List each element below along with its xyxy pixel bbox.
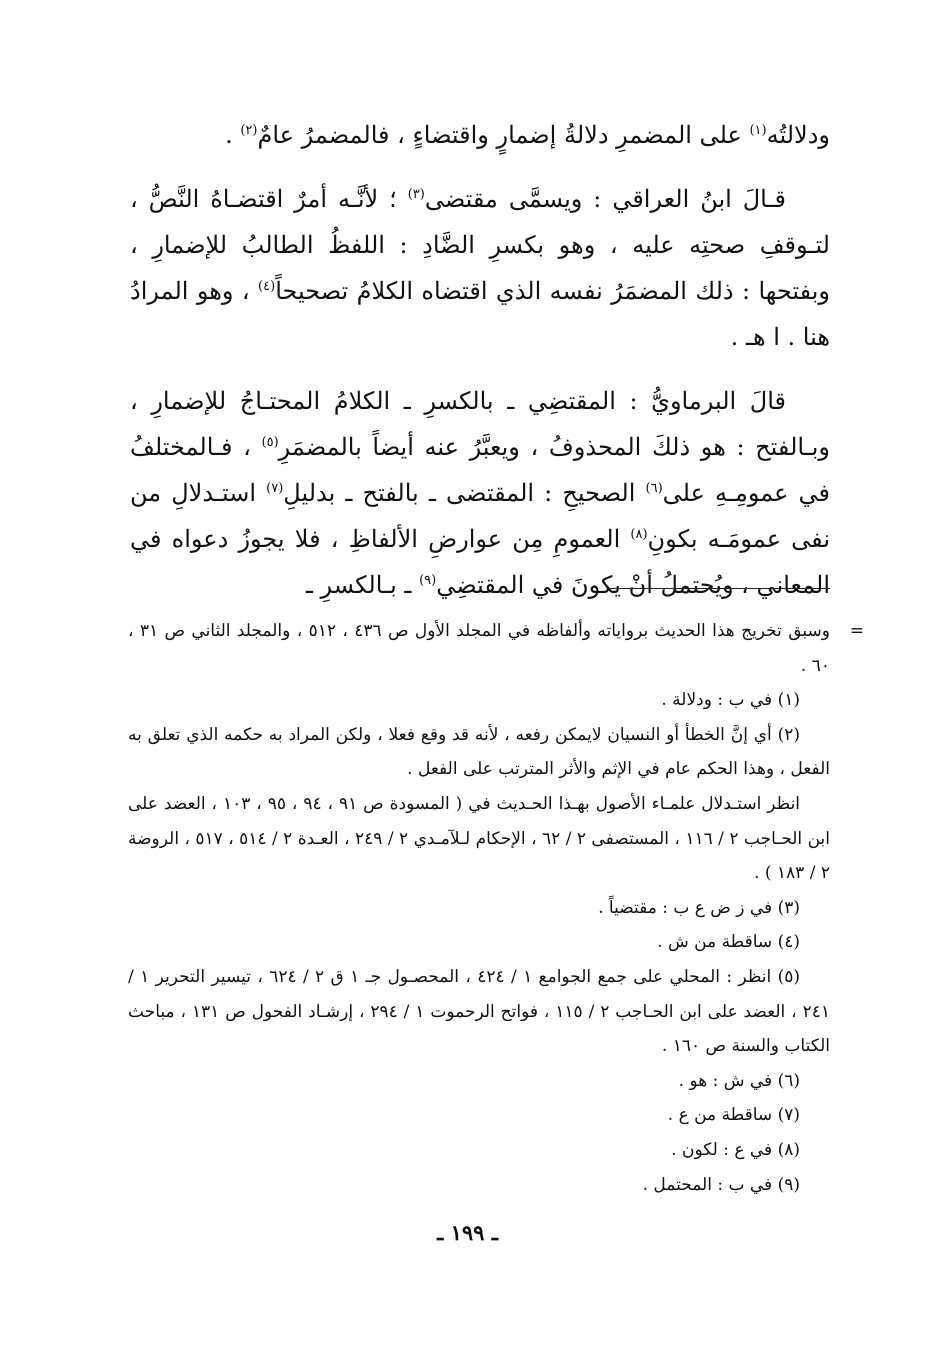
footnote-text: وسبق تخريج هذا الحديث برواياته وألفاظه في المجلد الأول ص ٤٣٦ ، ٥١٢ ، والمجلد الثاني ص ٣١ ، ٦٠ . xyxy=(128,621,831,676)
text-run: ، فـالمختلفُ في عمومِـهِ على xyxy=(130,433,831,507)
text-run: ؛ لأنَّـه أمرٌ اقتضـاهُ النَّصُّ ، لتـوقفِ صحتِه عليه ، وهو بكسرِ الضَّادِ : اللفظُ الطالبُ للإضمارِ ، وبفتحها : ذلك المضمَرُ نفسه الذي اقتضاه الكلامُ تصحيحاً xyxy=(130,185,830,305)
text-run: العمومِ مِن عوارضِ الألفاظِ ، فلا يجوزُ دعواه في المعاني ، ويُحتملُ أنْ يكونَ في المقتضِي xyxy=(130,525,830,599)
footnote-separator xyxy=(608,588,830,589)
footnote-4: (٤) ساقطة من ش . xyxy=(657,932,800,953)
footnote-2: (٢) أي إنَّ الخطأ أو النسيان لايمكن رفعه ، لأنه قد وقع فعلا ، ولكن المراد به حكمه الذي تعلق به الفعل ، وهذا الحكم عام في الإثم والأثر المترتب على الفعل . xyxy=(128,724,830,780)
paragraph-2 xyxy=(130,176,830,360)
text-run: الصحيحِ : المقتضى ـ بالفتح ـ بدليلِ xyxy=(283,479,646,507)
footnote-8: (٨) في ع : لكون . xyxy=(671,1139,800,1160)
footnote-ref-1[interactable]: (١) xyxy=(749,123,767,138)
text-run: على المضمرِ دلالةُ إضمارٍ واقتضاءٍ ، فالمضمرُ عامٌ xyxy=(257,121,750,149)
paragraph-3 xyxy=(130,378,830,608)
footnote-5: (٥) انظر : المحلي على جمع الجوامع ١ / ٤٢٤ ، المحصـول جـ ١ ق ٢ / ٦٢٤ ، تيسير التحرير ١ / ٢٤١ ، العضد على ابن الحـاجب ٢ / ١١٥ ، فواتح الرحموت ١ / ٢٩٤ ، إرشـاد الفحول ص ١٣١ ، مباحث الكتاب والسنة ص ١٦٠ . xyxy=(128,966,830,1057)
footnote-ref-6[interactable]: (٦) xyxy=(645,481,663,496)
footnote-1: (١) في ب : ودلالة . xyxy=(661,690,800,711)
footnote-ref-7[interactable]: (٧) xyxy=(266,481,284,496)
text-run: استـدلالِ من نفى عمومَـه بكونِ xyxy=(130,479,830,553)
text-run: ـ بـالكسرِ ـ xyxy=(305,571,420,599)
continuation-mark: = xyxy=(849,621,864,641)
footnote-9: (٩) في ب : المحتمل . xyxy=(642,1174,800,1195)
text-run: قـالَ ابنُ العراقي : ويسمَّى مقتضى xyxy=(424,185,786,213)
footnote-continued xyxy=(128,614,864,683)
main-text xyxy=(130,112,830,626)
footnote-ref-3[interactable]: (٣) xyxy=(407,187,425,202)
text-run: قالَ البرماويُّ : المقتضِي ـ بالكسرِ ـ الكلامُ المحتـاجُ للإضمارِ ، وبـالفتح : هو ذلكَ المحذوفُ ، ويعبَّرُ عنه أيضاً بالمضمَرِ xyxy=(130,387,830,461)
footnote-ref-2[interactable]: (٢) xyxy=(240,123,258,138)
text-run: ودلالتُه xyxy=(766,121,830,149)
footnote-ref-5[interactable]: (٥) xyxy=(261,435,279,450)
paragraph-1 xyxy=(130,112,830,158)
footnotes-section xyxy=(128,614,864,1202)
text-run: . xyxy=(225,121,241,149)
footnote-2-continued: انظر استـدلال علمـاء الأصول بهـذا الحـديث في ( المسودة ص ٩١ ، ٩٤ ، ٩٥ ، ١٠٣ ، العضد على ابن الحـاجب ٢ / ١١٦ ، المستصفى ٢ / ٦٢ ، الإحكام لـلآمـدي ٢ / ٢٤٩ ، العـدة ٢ / ٥١٤ ، ٥١٧ ، الروضة ٢ / ١٨٣ ) . xyxy=(128,793,830,884)
footnote-ref-8[interactable]: (٨) xyxy=(630,527,648,542)
page-number: ـ ١٩٩ ـ xyxy=(437,1220,498,1245)
footnote-ref-4[interactable]: (٤) xyxy=(258,279,276,294)
footnote-6: (٦) في ش : هو . xyxy=(678,1070,800,1091)
footnote-ref-9[interactable]: (٩) xyxy=(419,573,437,588)
text-run: ، وهو المرادُ هنا . ا هـ . xyxy=(130,277,830,351)
footnote-7: (٧) ساقطة من ع . xyxy=(667,1105,800,1126)
footnote-3: (٣) في ز ض ع ب : مقتضياً . xyxy=(598,897,800,918)
